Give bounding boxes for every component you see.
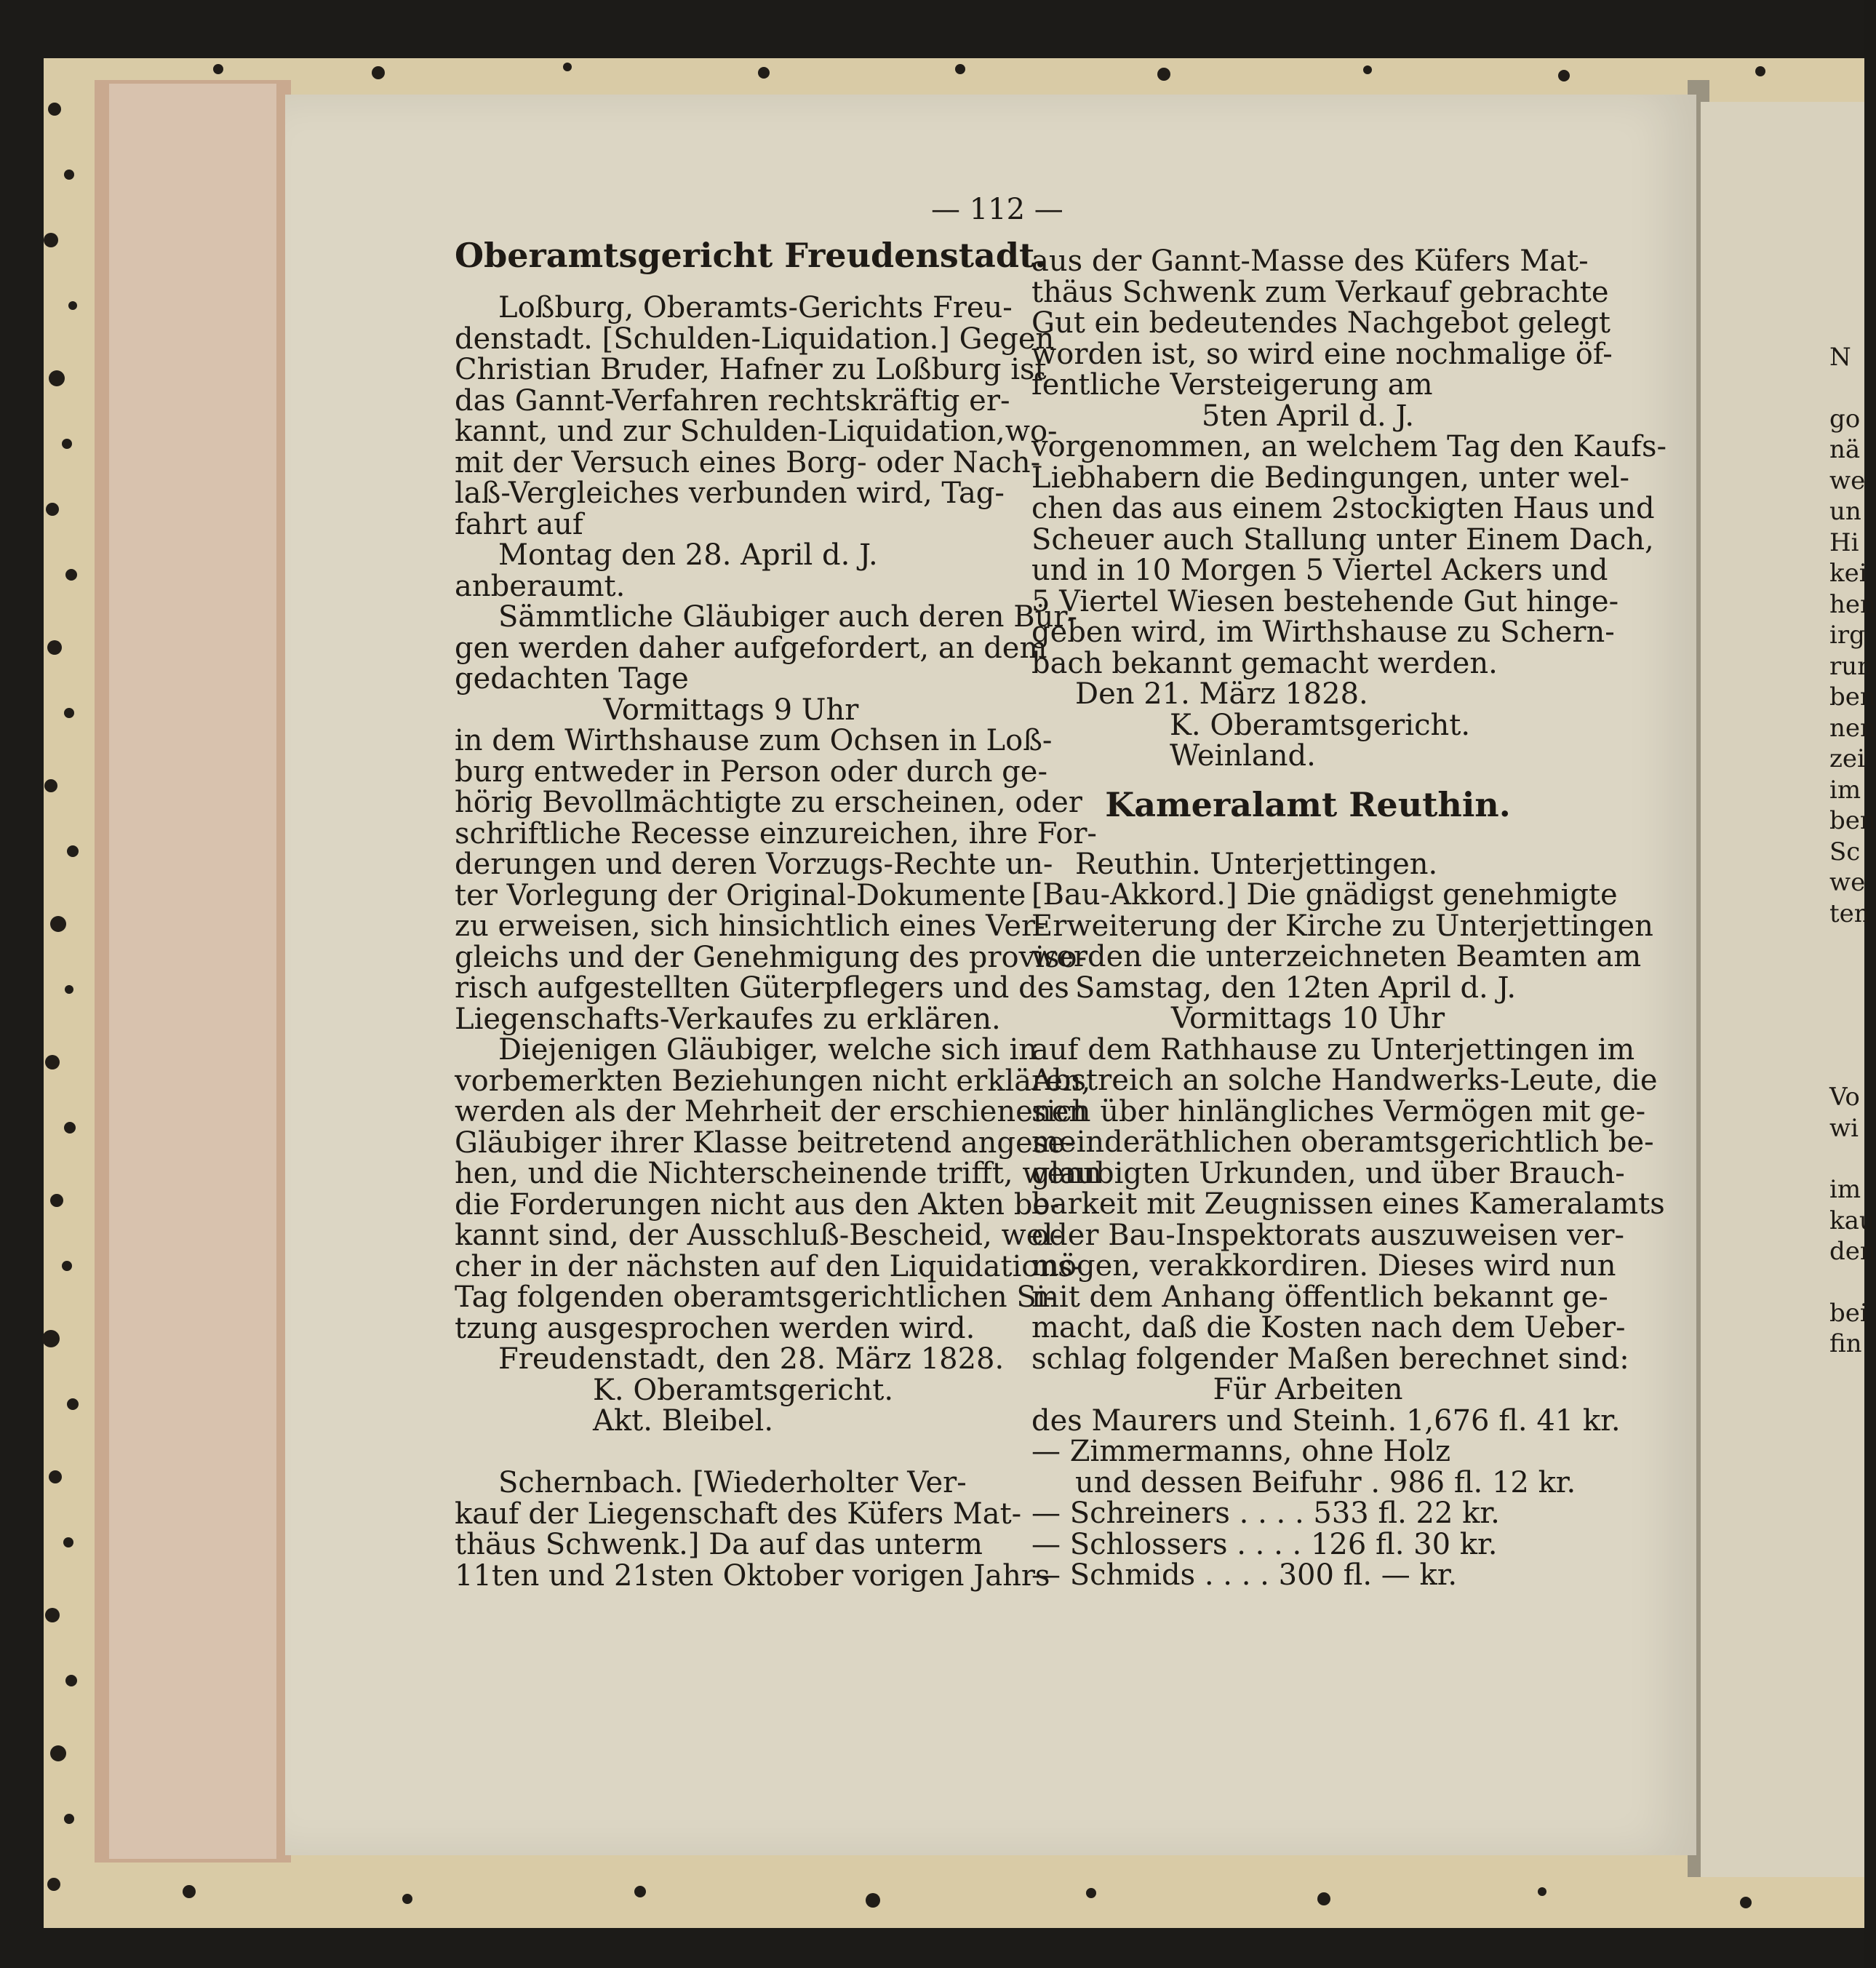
left-column-line: in dem Wirthshause zum Ochsen in Loß-: [455, 724, 1053, 757]
page-number: — 112 —: [931, 193, 1063, 226]
right-text-column: [1031, 244, 1667, 1592]
right-column-lines-top: [1031, 244, 1667, 773]
right-column-top-line: Gut ein bedeutendes Nachgebot gelegt: [1031, 306, 1610, 340]
next-page-fragment: nä: [1829, 435, 1861, 464]
left-column-line: Gläubiger ihrer Klasse beitretend angese-: [455, 1126, 1075, 1160]
left-text-column: [455, 236, 1102, 1593]
left-column-line: gedachten Tage: [455, 662, 689, 696]
next-page-fragment: kei: [1829, 559, 1867, 588]
right-column-top-line: Liebhabern die Bedingungen, unter wel-: [1031, 461, 1630, 495]
next-page-fragment: ten: [1829, 899, 1870, 928]
right-column-bottom-line: werden die unterzeichneten Beamten am: [1031, 940, 1642, 973]
right-column-bottom-line: auf dem Rathhause zu Unterjettingen im: [1031, 1032, 1635, 1067]
left-column-line: risch aufgestellten Güterpflegers und des: [455, 971, 1069, 1005]
right-column-top-line: Scheuer auch Stallung unter Einem Dach,: [1031, 522, 1654, 557]
next-page-fragment: Hi: [1829, 527, 1859, 557]
left-column-line: Vormittags 9 Uhr: [603, 693, 859, 727]
right-column-bottom-line: macht, daß die Kosten nach dem Ueber-: [1031, 1311, 1626, 1344]
left-column-line: 11ten und 21sten Oktober vorigen Jahrs: [455, 1558, 1050, 1593]
right-column-top-line: vorgenommen, an welchem Tag den Kaufs-: [1031, 430, 1667, 463]
left-column-line: burg entweder in Person oder durch ge-: [455, 754, 1047, 789]
left-column-lines: [455, 291, 1102, 1593]
right-column-bottom-line: Vormittags 10 Uhr: [1170, 1002, 1445, 1035]
right-column-top-line: bach bekannt gemacht werden.: [1031, 646, 1498, 680]
right-column-top-line: 5 Viertel Wiesen bestehende Gut hinge-: [1031, 584, 1619, 618]
next-page-fragment: nen: [1829, 713, 1876, 743]
next-page-text-fragments: [1829, 342, 1876, 1360]
right-column-top-line: Weinland.: [1170, 739, 1316, 773]
right-column-top-line: 5ten April d. J.: [1201, 399, 1415, 433]
next-page-fragment: im: [1829, 1175, 1861, 1204]
right-column-bottom-line: — Schmids . . . . 300 fl. — kr.: [1031, 1558, 1458, 1592]
left-column-line: das Gannt-Verfahren rechtskräftig er-: [455, 383, 1010, 418]
left-column-line: kannt sind, der Ausschluß-Bescheid, wel-: [455, 1219, 1063, 1252]
left-column-line: derungen und deren Vorzugs-Rechte un-: [455, 848, 1053, 881]
right-column-lines-bottom: [1031, 847, 1665, 1592]
next-page-fragment: bei: [1829, 1298, 1868, 1328]
right-column-bottom-line: — Schlossers . . . . 126 fl. 30 kr.: [1031, 1527, 1498, 1561]
next-page-fragment: ben: [1829, 806, 1876, 835]
next-page-fragment: Sc: [1829, 837, 1861, 867]
left-column-line: zu erweisen, sich hinsichtlich eines Ver-: [455, 909, 1045, 943]
left-column-line: anberaumt.: [455, 569, 626, 603]
right-column-bottom-line: oder Bau-Inspektorats auszuweisen ver-: [1031, 1218, 1625, 1252]
right-column-bottom-line: mit dem Anhang öffentlich bekannt ge-: [1031, 1280, 1608, 1314]
left-column-line: vorbemerkten Beziehungen nicht erklären,: [455, 1064, 1091, 1098]
next-page-fragment: we: [1829, 868, 1866, 897]
right-column-bottom-line: Erweiterung der Kirche zu Unterjettingen: [1031, 909, 1653, 943]
right-column-top-line: aus der Gannt-Masse des Küfers Mat-: [1031, 244, 1589, 278]
next-page-fragment: run: [1829, 651, 1874, 681]
left-column-line: Tag folgenden oberamtsgerichtlichen Si-: [455, 1280, 1056, 1314]
section-heading-oberamtsgericht: Oberamtsgericht Freudenstadt.: [455, 236, 1047, 275]
left-column-line: werden als der Mehrheit der erschienenen: [455, 1095, 1087, 1128]
left-column-line: thäus Schwenk.] Da auf das unterm: [455, 1528, 983, 1561]
left-column-line: ter Vorlegung der Original-Dokumente: [455, 878, 1026, 912]
left-column-line: die Forderungen nicht aus den Akten be-: [455, 1187, 1060, 1222]
right-column-bottom-line: und dessen Beifuhr . 986 fl. 12 kr.: [1075, 1465, 1576, 1499]
left-column-line: cher in der nächsten auf den Liquidations-: [455, 1249, 1083, 1283]
right-column-bottom-line: glaubigten Urkunden, und über Brauch-: [1031, 1156, 1625, 1190]
left-column-line: kauf der Liegenschaft des Küfers Mat-: [455, 1497, 1022, 1531]
left-column-line: Loßburg, Oberamts-Gerichts Freu-: [498, 291, 1013, 324]
left-column-line: gen werden daher aufgefordert, an dem: [455, 631, 1047, 665]
right-column-top-line: worden ist, so wird eine nochmalige öf-: [1031, 337, 1613, 371]
right-column-top-line: fentliche Versteigerung am: [1031, 368, 1433, 402]
left-column-line: hen, und die Nichterscheinende trifft, wenn: [455, 1157, 1102, 1190]
next-page-fragment: fin: [1829, 1329, 1862, 1358]
next-page-fragment: irg: [1829, 621, 1865, 650]
right-column-bottom-line: barkeit mit Zeugnissen eines Kameralamts: [1031, 1187, 1665, 1221]
next-page-fragment: kau: [1829, 1206, 1875, 1235]
next-page-fragment: Vo: [1829, 1083, 1860, 1112]
next-page-fragment: im: [1829, 775, 1861, 805]
next-page-fragment: den: [1829, 1237, 1876, 1266]
right-column-bottom-line: mögen, verakkordiren. Dieses wird nun: [1031, 1249, 1616, 1283]
left-column-line: Montag den 28. April d. J.: [498, 538, 878, 572]
left-column-line: Akt. Bleibel.: [593, 1404, 774, 1438]
left-column-line: Sämmtliche Gläubiger auch deren Bür-: [498, 600, 1078, 634]
left-column-line: denstadt. [Schulden-Liquidation.] Gegen: [455, 322, 1055, 356]
right-column-bottom-line: meinderäthlichen oberamtsgerichtlich be-: [1031, 1126, 1654, 1159]
next-page-fragment: ben: [1829, 682, 1876, 712]
right-column-top-line: und in 10 Morgen 5 Viertel Ackers und: [1031, 554, 1608, 587]
right-column-bottom-line: Abstreich an solche Handwerks-Leute, die: [1031, 1064, 1658, 1097]
left-column-line: schriftliche Recesse einzureichen, ihre For-: [455, 816, 1097, 850]
right-column-bottom-line: [Bau-Akkord.] Die gnädigst genehmigte: [1031, 878, 1618, 912]
next-page-fragment: zei: [1829, 744, 1865, 773]
right-column-bottom-line: Reuthin. Unterjettingen.: [1075, 847, 1438, 881]
left-column-line: hörig Bevollmächtigte zu erscheinen, oder: [455, 786, 1082, 819]
right-column-bottom-line: schlag folgender Maßen berechnet sind:: [1031, 1342, 1629, 1376]
next-page-fragment: go: [1829, 404, 1861, 434]
right-column-bottom-line: des Maurers und Steinh. 1,676 fl. 41 kr.: [1031, 1403, 1621, 1438]
next-page-fragment: hen: [1829, 589, 1876, 619]
left-column-line: K. Oberamtsgericht.: [593, 1373, 894, 1407]
left-column-line: tzung ausgesprochen werden wird.: [455, 1311, 975, 1345]
next-page-fragment: we: [1829, 466, 1866, 495]
right-column-top-line: chen das aus einem 2stockigten Haus und: [1031, 492, 1655, 525]
left-column-line: Diejenigen Gläubiger, welche sich in: [498, 1033, 1038, 1067]
left-column-line: laß-Vergleiches verbunden wird, Tag-: [455, 477, 1005, 510]
left-column-line: Schernbach. [Wiederholter Ver-: [498, 1466, 967, 1499]
left-column-line: Liegenschafts-Verkaufes zu erklären.: [455, 1002, 1001, 1036]
section-heading-kameralamt: Kameralamt Reuthin.: [1105, 784, 1511, 824]
right-column-top-line: geben wird, im Wirthshause zu Schern-: [1031, 616, 1615, 649]
left-column-line: [455, 1437, 1007, 1468]
left-column-line: gleichs und der Genehmigung des proviso-: [455, 940, 1087, 974]
right-column-bottom-line: sich über hinlängliches Vermögen mit ge-: [1031, 1094, 1646, 1128]
left-column-line: mit der Versuch eines Borg- oder Nach-: [455, 445, 1041, 479]
next-page-fragment: wi: [1829, 1113, 1859, 1143]
right-column-bottom-line: Für Arbeiten: [1213, 1373, 1403, 1406]
right-column-bottom-line: — Schreiners . . . . 533 fl. 22 kr.: [1031, 1497, 1500, 1530]
right-column-top-line: K. Oberamtsgericht.: [1170, 708, 1471, 742]
left-column-line: fahrt auf: [455, 507, 583, 541]
right-column-bottom-line: — Zimmermanns, ohne Holz: [1031, 1435, 1451, 1468]
left-column-line: Christian Bruder, Hafner zu Loßburg ist: [455, 353, 1047, 386]
left-column-line: kannt, und zur Schulden-Liquidation,wo-: [455, 415, 1058, 448]
right-column-top-line: thäus Schwenk zum Verkauf gebrachte: [1031, 275, 1609, 309]
left-column-line: Freudenstadt, den 28. März 1828.: [498, 1342, 1005, 1376]
next-page-fragment: un: [1829, 497, 1861, 526]
right-column-top-line: Den 21. März 1828.: [1075, 677, 1368, 711]
next-page-fragment: N: [1829, 343, 1851, 372]
right-column-bottom-line: Samstag, den 12ten April d. J.: [1075, 971, 1517, 1005]
